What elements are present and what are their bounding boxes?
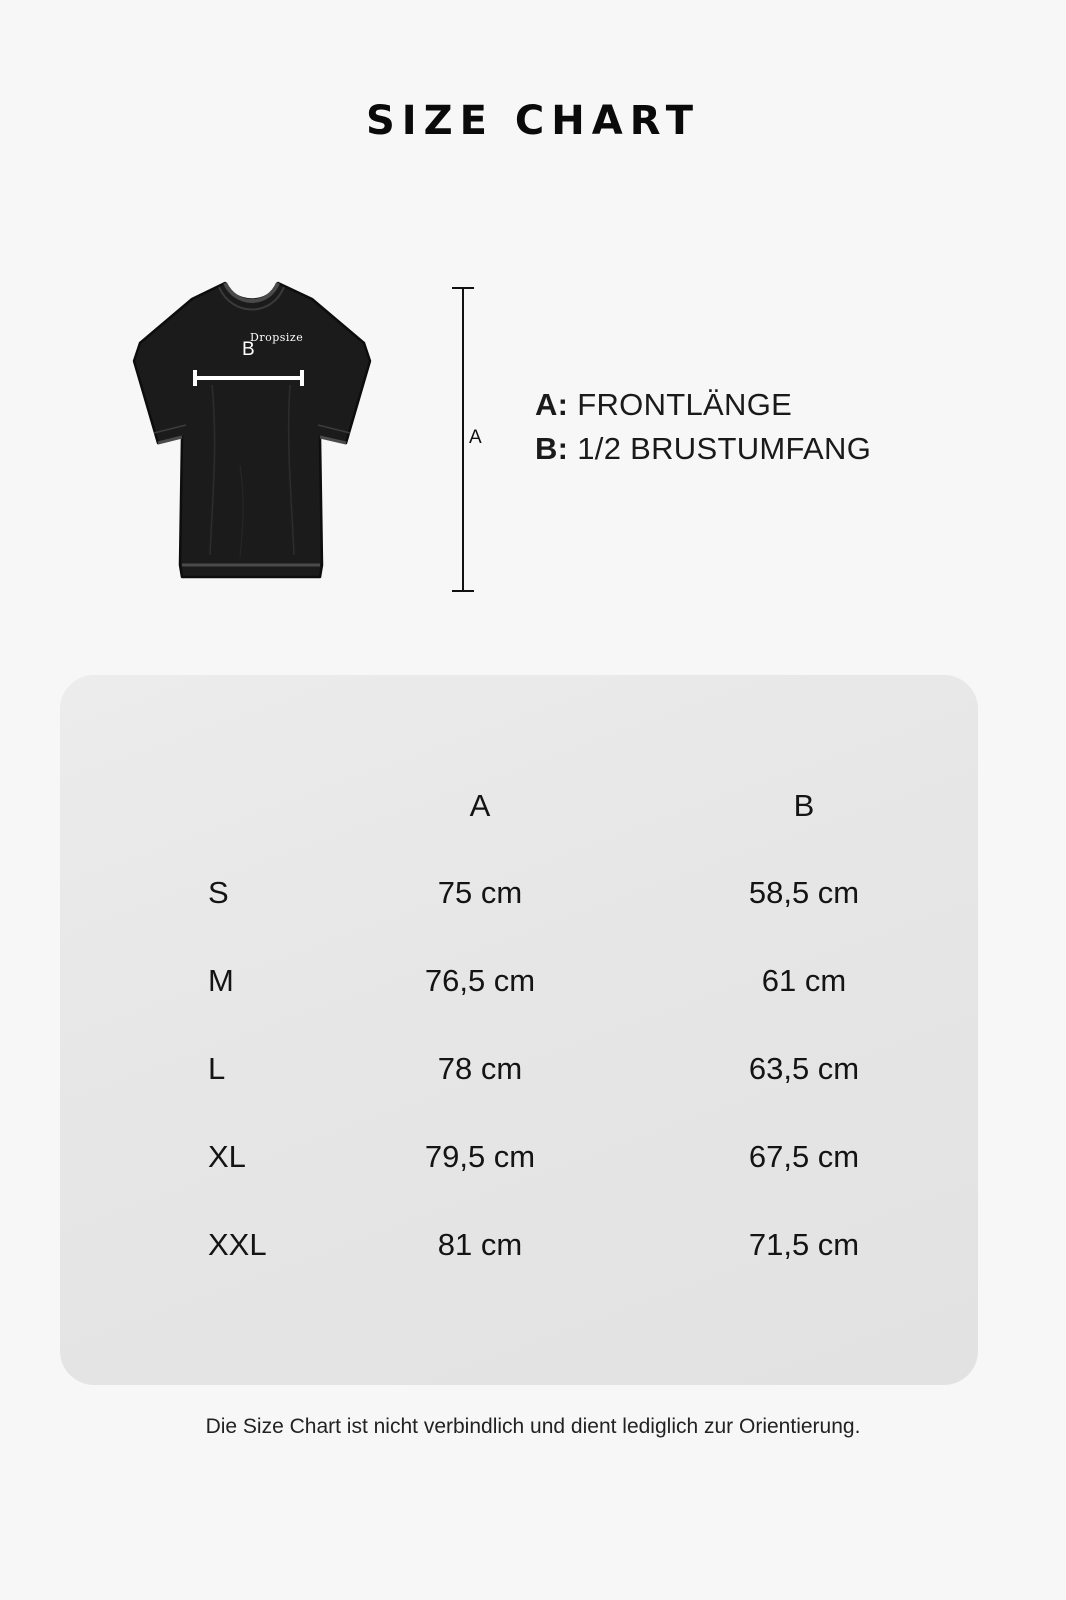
measurement-diagram <box>95 255 975 635</box>
cell-size: L <box>208 1051 226 1086</box>
measure-cap-bottom <box>452 590 474 592</box>
legend-text-b: 1/2 BRUSTUMFANG <box>577 431 872 467</box>
cell-size: S <box>208 875 229 910</box>
measure-vertical-line <box>462 287 464 592</box>
table-row <box>60 937 978 1025</box>
cell-a: 75 cm <box>437 875 523 910</box>
tshirt-illustration <box>120 265 420 600</box>
table-header-size <box>60 763 330 849</box>
cell-a: 81 cm <box>437 1227 523 1262</box>
legend-text-a: FRONTLÄNGE <box>577 387 793 422</box>
brand-label: Dropsize <box>250 331 304 344</box>
legend <box>535 383 871 471</box>
cell-size: XXL <box>208 1227 267 1262</box>
table-row <box>60 1113 978 1201</box>
table-header-a: A <box>469 788 491 823</box>
cell-b: 71,5 cm <box>748 1227 860 1262</box>
cell-a: 78 cm <box>437 1051 523 1086</box>
cell-b: 67,5 cm <box>748 1139 860 1174</box>
cell-b: 63,5 cm <box>748 1051 860 1086</box>
cell-b: 58,5 cm <box>748 875 860 910</box>
disclaimer-text: Die Size Chart ist nicht verbindlich und dient lediglich zur Orientierung. <box>205 1415 861 1438</box>
table-header-b: B <box>793 788 815 823</box>
legend-key-b: B: <box>535 431 569 467</box>
legend-key-a: A: <box>535 387 569 422</box>
legend-row-b <box>535 427 871 471</box>
cell-size: XL <box>208 1139 246 1174</box>
cell-size: M <box>208 963 234 998</box>
table-row <box>60 849 978 937</box>
table-row <box>60 1025 978 1113</box>
cell-a: 76,5 cm <box>424 963 536 998</box>
size-table <box>60 763 978 1289</box>
diagram-label-a: A <box>469 427 482 448</box>
legend-row-a <box>535 383 871 427</box>
table-row <box>60 1201 978 1289</box>
page-title: SIZE CHART <box>365 98 701 144</box>
diagram-label-b: B <box>242 339 255 360</box>
table-header-row <box>60 763 978 849</box>
cell-a: 79,5 cm <box>424 1139 536 1174</box>
cell-b: 61 cm <box>761 963 847 998</box>
size-table-card <box>60 675 978 1385</box>
measure-line-a <box>433 287 493 592</box>
